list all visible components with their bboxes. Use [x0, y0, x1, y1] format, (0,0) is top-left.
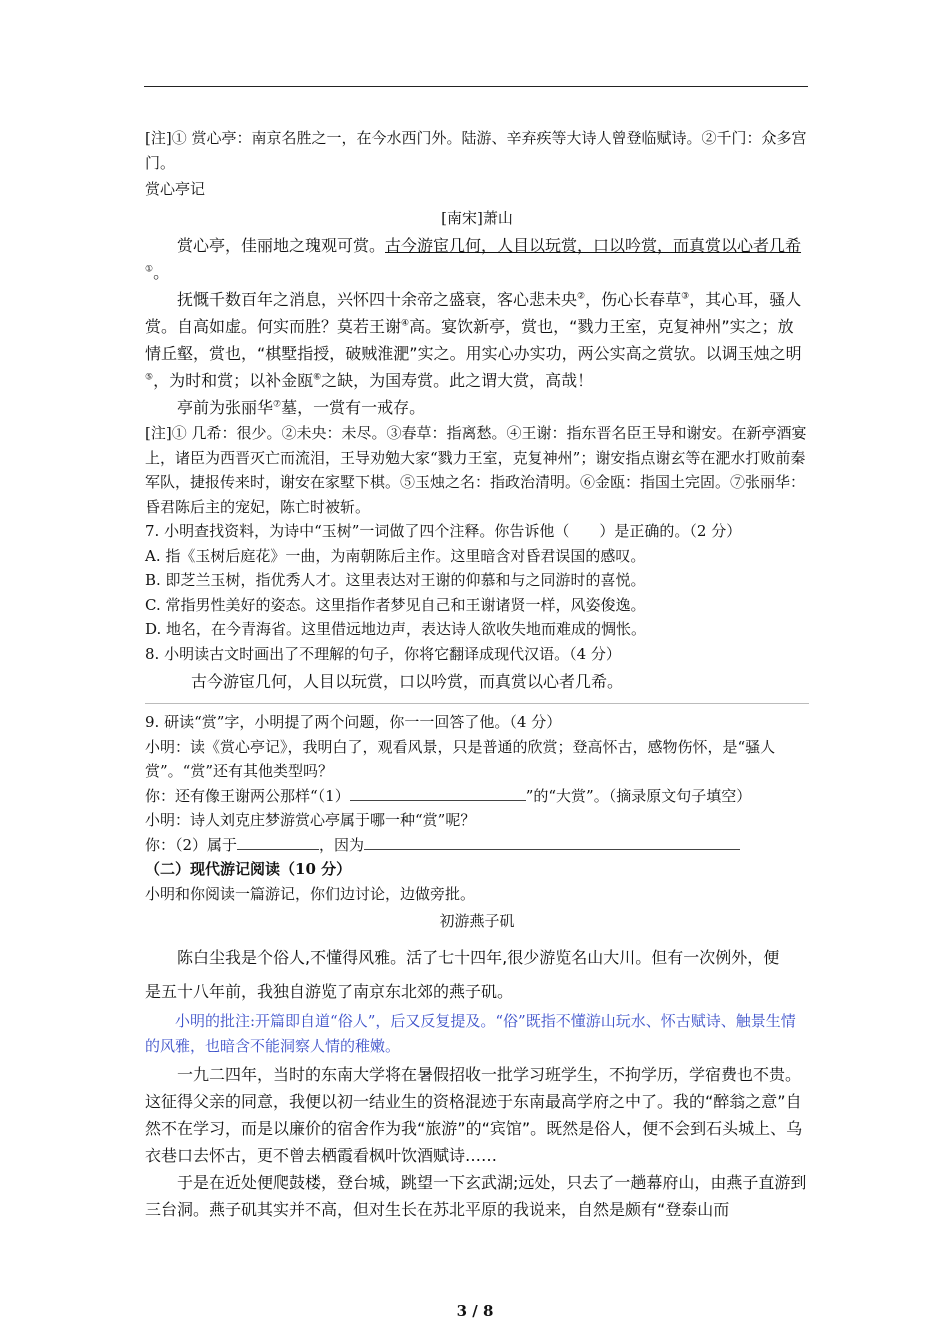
question-9: 9. 研读“赏”字，小明提了两个问题，你一一回答了他。（4 分） — [145, 713, 562, 731]
para2-text: 抚慨千数百年之消息，兴怀四十余帝之盛衰，客心悲未央 — [177, 290, 578, 309]
footnote-mark: ⑦ — [273, 399, 282, 410]
xiaoming-annotation: 小明的批注:开篇即自道“俗人”，后又反复提及。“俗”既指不懂游山玩水、怀古赋诗、触景生情的风雅，也暗含不能洞察人情的稚嫩。 — [145, 1012, 796, 1055]
poem-notes: [注]① 赏心亭：南京名胜之一，在今水西门外。陆游、辛弃疾等大诗人曾登临赋诗。②千门：众多宫门。 — [145, 129, 807, 172]
travel-para1-text: 我是个俗人,不懂得风雅。活了七十四年,很少游览名山大川。但有一次例外，便 — [225, 948, 780, 967]
section-2-intro: 小明和你阅读一篇游记，你们边讨论，边做旁批。 — [145, 884, 476, 903]
question-7: 7. 小明查找资料，为诗中“玉树”一词做了四个注释。你告诉他（ ）是正确的。（2 分） — [145, 522, 742, 540]
page-total: 8 — [482, 1302, 494, 1320]
travel-paragraph-2: 一九二四年，当时的东南大学将在暑假招收一批学习班学生，不拘学历，学宿费也不贵。这征得父亲的同意，我便以初一结业生的资格混迹于东南最高学府之中了。我的“醉翁之意”自然不在学习，而是以廉价的宿舍作为我“旅游”的“宾馆”。既然是俗人，便不会到石头城上、乌衣巷口去怀古，更不曾去栖霞看枫叶饮酒赋诗…… — [145, 1065, 803, 1165]
answer-blank-2[interactable] — [237, 835, 319, 850]
q9-xiaoming-2: 小明：诗人刘克庄梦游赏心亭属于哪一种“赏”呢？ — [145, 811, 476, 829]
travel-paragraph-1-cont: 是五十八年前，我独自游览了南京东北郊的燕子矶。 — [145, 982, 514, 1001]
travel-paragraph-3: 于是在近处便爬鼓楼，登台城，跳望一下玄武湖;远处，只去了一趟幕府山，由燕子直游到三台洞。燕子矶其实并不高，但对生长在苏北平原的我说来，自然是颇有“登泰山而 — [145, 1173, 807, 1219]
question-8: 8. 小明读古文时画出了不理解的句子，你将它翻译成现代汉语。（4 分） — [145, 644, 621, 663]
answer-blank-1[interactable] — [350, 786, 526, 801]
q9-answer-1-prefix: 你：还有像王谢两公那样“（1） — [145, 786, 350, 805]
para3-text: 墓，一赏有一戒存。 — [281, 398, 426, 417]
q9-answer-1-suffix: ”的“大赏”。（摘录原文句子填空） — [525, 786, 752, 805]
answer-blank-3[interactable] — [364, 835, 740, 850]
para2-text: ，为时和赏；以补金瓯 — [153, 371, 314, 390]
footnote-mark: ⑥ — [313, 372, 322, 383]
q7-option-a: A. 指《玉树后庭花》一曲，为南朝陈后主作。这里暗含对昏君误国的感叹。 — [145, 546, 646, 565]
para2-text: 之缺，为国寿赏。此之谓大赏，高哉！ — [321, 371, 594, 390]
q9-answer-1 — [145, 784, 809, 809]
para2-text: 高。宴饮新亭，赏也，“戮力王室，克复神州”实之；放情丘壑，赏也，“棋墅指授，破贼淮淝”实之。用实心办实功，两公实高之赏欤。以调玉烛之明 — [145, 317, 802, 363]
para2-text: ，伤心长春草 — [585, 290, 682, 309]
essay-title: 赏心亭记 — [145, 180, 206, 198]
q7-option-d: D. 地名，在今青海省。这里借远地边声，表达诗人欲收失地而难成的惆怅。 — [145, 620, 647, 638]
essay-paragraph-2 — [145, 286, 809, 394]
page-number: 3 / 8 — [456, 1302, 494, 1320]
para1-end: 。 — [153, 263, 170, 282]
q9-answer-2 — [145, 833, 809, 858]
footnote-mark: ③ — [681, 291, 690, 302]
footnote-mark: ④ — [401, 318, 410, 329]
q9-answer-2-prefix: 你：（2）属于 — [145, 835, 238, 854]
essay-notes: [注]① 几希：很少。②未央：未尽。③春草：指离愁。④王谢：指东晋名臣王导和谢安。在新亭酒宴上，诸臣为西晋灭亡而流泪，王导劝勉大家“戮力王室，克复神州”；谢安指点谢玄等在淝水打败前秦军队，捷报传来时，谢安在家墅下棋。⑤玉烛之名：指政治清明。⑥金瓯：指国土完固。⑦张丽华：昏君陈后主的宠妃，陈亡时被斩。 — [145, 424, 807, 516]
q9-xiaoming-1: 小明：读《赏心亭记》，我明白了，观看风景，只是普通的欣赏；登高怀古，感物伤怀，是“骚人赏”。“赏”还有其他类型吗？ — [145, 737, 776, 780]
section-2-heading: （二）现代游记阅读（10 分） — [145, 860, 352, 878]
answer-line-divider — [145, 703, 809, 704]
header-rule — [144, 86, 808, 87]
travel-essay-title: 初游燕子矶 — [439, 912, 515, 930]
footnote-mark: ① — [145, 264, 154, 275]
page-content — [145, 126, 809, 1223]
para3-text: 亭前为张丽华 — [177, 398, 274, 417]
essay-author: [南宋]萧山 — [441, 208, 513, 227]
footnote-mark: ⑤ — [145, 372, 154, 383]
essay-paragraph-1 — [145, 232, 809, 286]
para2-text: ，其心耳，骚人赏。自高如虚。何实而胜？莫若王谢 — [145, 290, 802, 336]
q7-option-c: C. 常指男性美好的姿态。这里指作者梦见自己和王谢诸贤一样，风姿俊逸。 — [145, 595, 646, 614]
q7-option-b: B. 即芝兰玉树，指优秀人才。这里表达对王谢的仰慕和与之同游时的喜悦。 — [145, 571, 646, 589]
page-current: 3 — [456, 1302, 468, 1320]
q9-answer-2-middle: ，因为 — [319, 835, 365, 854]
travel-author: 陈白尘 — [177, 948, 226, 967]
para1-text: 赏心亭，佳丽地之瑰观可赏。 — [177, 236, 386, 255]
footnote-mark: ② — [577, 291, 586, 302]
essay-paragraph-3 — [145, 394, 809, 421]
q8-sentence: 古今游宦几何，人目以玩赏，口以吟赏，而真赏以心者几希。 — [191, 672, 624, 691]
travel-paragraph-1 — [145, 941, 809, 975]
para1-underlined-text: 古今游宦几何，人目以玩赏，口以吟赏，而真赏以心者几希 — [385, 236, 802, 255]
